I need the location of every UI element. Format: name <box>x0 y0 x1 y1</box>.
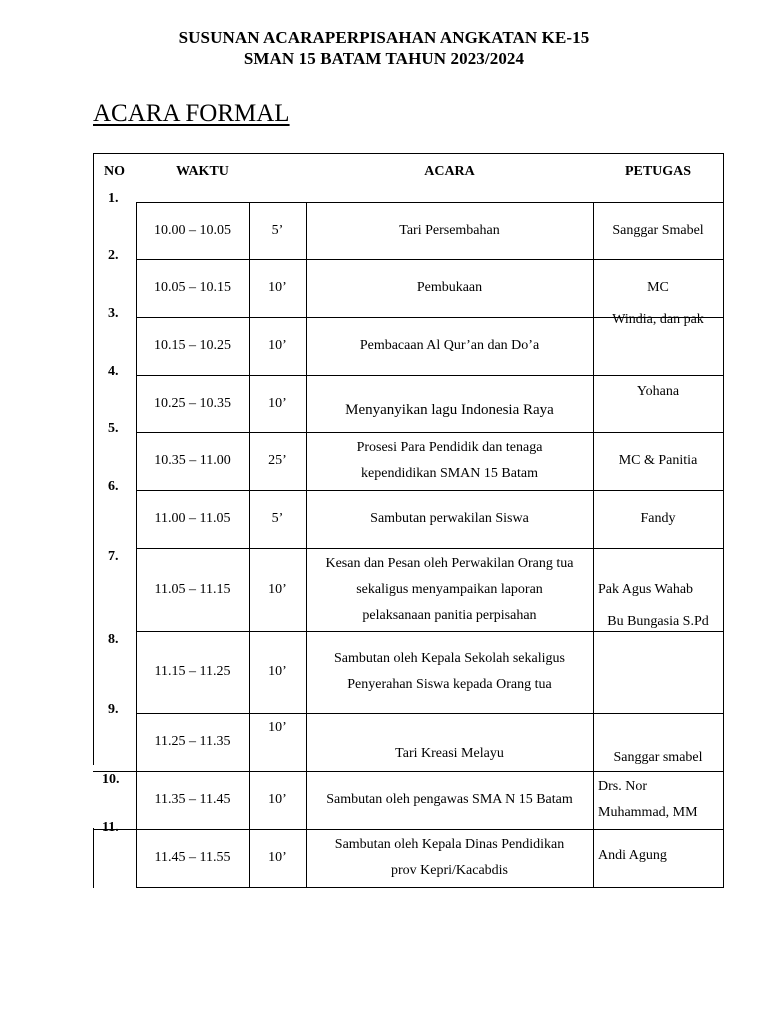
cell-line: Yohana <box>636 383 680 399</box>
activity-cell <box>306 259 593 317</box>
row-number: 9. <box>108 702 119 717</box>
row-number: 1. <box>108 191 119 206</box>
row-number: 11. <box>102 820 119 835</box>
activity-cell <box>306 548 593 631</box>
row-number: 8. <box>108 632 119 647</box>
duration-cell: 10’ <box>268 395 287 411</box>
cell-line: Tari Persembahan <box>399 222 500 238</box>
duration-cell: 10’ <box>268 581 287 597</box>
cell-line: Andi Agung <box>598 848 667 863</box>
activity-cell <box>306 771 593 829</box>
row-number: 6. <box>108 479 119 494</box>
cell-line: MC <box>647 280 669 295</box>
cell-line: Penyerahan Siswa kepada Orang tua <box>347 677 552 692</box>
document-title-line-2: SMAN 15 BATAM TAHUN 2023/2024 <box>243 49 525 68</box>
cell-line: Pembukaan <box>416 280 483 295</box>
cell-line: Sambutan oleh pengawas SMA N 15 Batam <box>326 792 573 807</box>
activity-cell <box>306 829 593 887</box>
header-petugas: PETUGAS <box>624 164 692 179</box>
duration-cell: 10’ <box>268 664 287 679</box>
duration-cell: 10’ <box>268 792 287 807</box>
cell-line: Sambutan oleh Kepala Sekolah sekaligus <box>334 651 565 666</box>
duration-cell: 5’ <box>271 222 284 238</box>
time-cell: 11.25 – 11.35 <box>154 734 231 749</box>
duration-cell: 10’ <box>268 720 287 735</box>
cell-line: Sambutan oleh Kepala Dinas Pendidikan <box>334 837 565 852</box>
cell-line: Bu Bungasia S.Pd <box>607 614 709 629</box>
cell-line: pelaksanaan panitia perpisahan <box>362 607 537 623</box>
cell-line: Pembacaan Al Qur’an dan Do’a <box>359 338 540 353</box>
cell-line: Fandy <box>640 511 676 526</box>
time-cell: 11.45 – 11.55 <box>154 850 231 865</box>
row-number: 10. <box>102 772 120 787</box>
time-cell: 10.15 – 10.25 <box>154 338 231 353</box>
cell-line: prov Kepri/Kacabdis <box>390 863 509 878</box>
header-acara: ACARA <box>424 164 475 179</box>
time-cell: 10.25 – 10.35 <box>154 395 231 411</box>
cell-line: Sambutan perwakilan Siswa <box>370 511 529 526</box>
table-left-border <box>93 153 94 765</box>
duration-cell: 10’ <box>268 850 287 865</box>
time-cell: 11.35 – 11.45 <box>154 792 231 807</box>
activity-cell <box>306 490 593 548</box>
officer-cell <box>593 490 723 548</box>
cell-line: sekaligus menyampaikan laporan <box>356 581 543 597</box>
header-waktu: WAKTU <box>176 164 229 179</box>
officer-cell <box>593 363 723 420</box>
officer-cell <box>593 713 723 771</box>
time-cell: 11.05 – 11.15 <box>154 581 231 597</box>
row-number: 7. <box>108 549 119 564</box>
activity-cell <box>306 317 593 375</box>
cell-line: Prosesi Para Pendidik dan tenaga <box>356 440 543 455</box>
cell-line: Menyanyikan lagu Indonesia Raya <box>345 401 554 418</box>
time-cell: 10.00 – 10.05 <box>154 222 231 238</box>
activity-cell <box>306 381 593 438</box>
officer-cell <box>593 202 723 259</box>
cell-line: Windia, dan pak <box>612 312 704 327</box>
row-divider <box>136 887 724 888</box>
duration-cell: 10’ <box>268 280 287 295</box>
time-cell: 11.00 – 11.05 <box>154 511 231 526</box>
duration-cell: 25’ <box>268 453 287 468</box>
time-cell: 11.15 – 11.25 <box>154 664 231 679</box>
officer-cell <box>593 581 723 663</box>
row-number: 4. <box>108 364 119 379</box>
row-number: 5. <box>108 421 119 436</box>
cell-line: Pak Agus Wahab <box>598 581 694 597</box>
cell-line: Sanggar smabel <box>613 750 703 765</box>
time-cell: 10.35 – 11.00 <box>154 453 231 468</box>
time-cell: 10.05 – 10.15 <box>154 280 231 295</box>
duration-cell: 5’ <box>271 511 284 526</box>
section-title: ACARA FORMAL <box>93 100 290 127</box>
row-number: 2. <box>108 248 119 263</box>
cell-line: MC & Panitia <box>618 453 698 468</box>
activity-cell <box>306 631 593 713</box>
officer-cell <box>598 827 723 885</box>
table-left-border-lower <box>93 828 94 888</box>
activity-cell <box>306 432 593 490</box>
officer-cell <box>598 771 723 829</box>
table-top-border <box>93 153 724 154</box>
cell-line: Muhammad, MM <box>598 805 698 820</box>
row-number: 3. <box>108 306 119 321</box>
cell-line: Sanggar Smabel <box>612 222 704 238</box>
document-title-line-1: SUSUNAN ACARAPERPISAHAN ANGKATAN KE-15 <box>178 28 590 47</box>
officer-cell <box>593 291 723 349</box>
officer-cell <box>593 432 723 490</box>
table-right-border <box>723 153 724 888</box>
duration-cell: 10’ <box>268 338 287 353</box>
cell-line: kependidikan SMAN 15 Batam <box>361 466 538 481</box>
header-no: NO <box>104 164 125 179</box>
cell-line: Kesan dan Pesan oleh Perwakilan Orang tua <box>325 555 574 571</box>
activity-cell <box>306 202 593 259</box>
cell-line: Tari Kreasi Melayu <box>395 746 504 761</box>
cell-line: Drs. Nor <box>598 779 647 794</box>
